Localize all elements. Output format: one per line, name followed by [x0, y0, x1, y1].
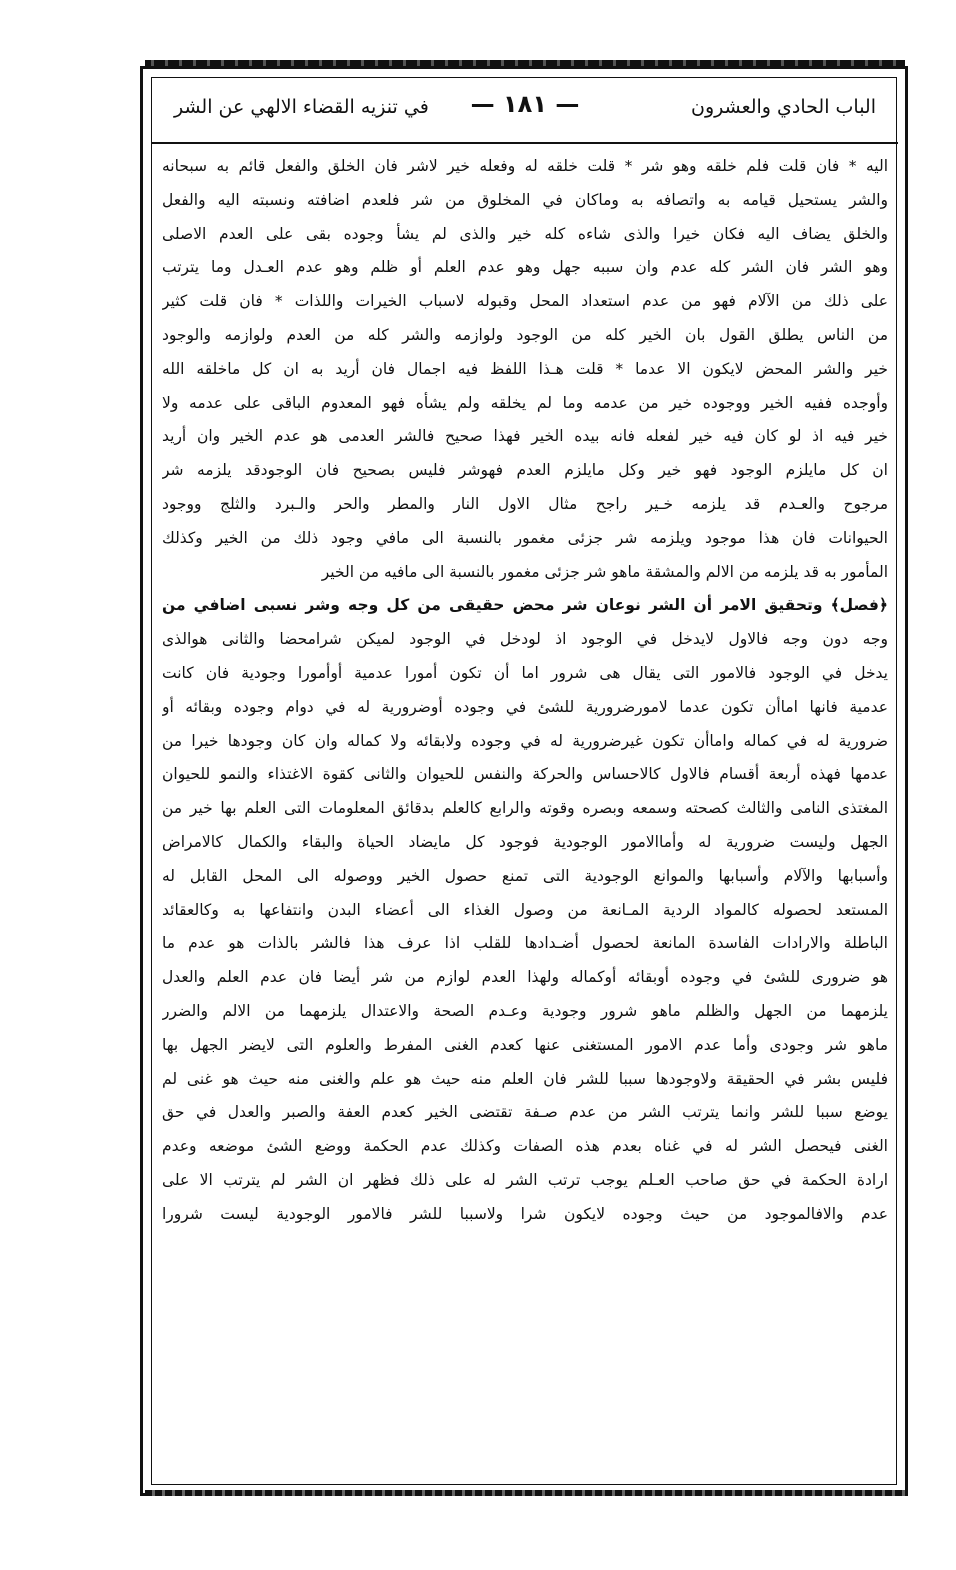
text-line: المأمور به قد يلزمه من الالم والمشقة ماهو شر جزئى مغمور بالنسبة الى مافيه من الخير [321, 562, 888, 581]
text-line: وجه دون وجه فالاول لايدخل في الوجود اذ لودخل في الوجود لميكن شرامحضا والثانى هوالذى [162, 630, 888, 649]
text-line: من الناس يطلق القول بان الخير كله من الوجود ولوازمه والشر كله من العدم ولوازمه والوجود [162, 325, 888, 344]
text-line: الباطلة والارادات الفاسدة المانعة لحصول أضـدادها للقلب اذا عرف هذا فالشر بالذات هو عدم ما [162, 934, 888, 953]
text-line: على ذلك من الآلام فهو من عدم استعداد المحل وقبوله لاسباب الخيرات واللذات * فان قلت كثير [162, 292, 888, 311]
header-divider [152, 142, 898, 144]
text-line: خير فيه اذ لو كان فيه خير لفعله فانه بيده الخير فهذا صحيح فالشر العدمى هو عدم الخير وان أريد [162, 427, 888, 446]
text-line: الجهل وليست ضرورية له وأماالامور الوجودية فوجود كل مايضاد الحياة والبقاء والكمال كالامراض [162, 832, 888, 851]
text-line: فليس بشر في الحقيقة ولاوجودها سببا للشر فان العلم منه حيث هو علم والغنى منه حيث هو غنى لم [162, 1069, 888, 1088]
text-line: يدخل في الوجود فالامور التى يقال هى شرور اما أن تكون أمورا عدمية أوأمورا وجودية فان كانت [162, 663, 888, 682]
text-line: ان كل مايلزم الوجود فهو خير وكل مايلزم العدم فهوشر فليس بصحيح فان الوجودقد يلزمه شر [162, 461, 888, 480]
text-line: المستعد لحصوله كالمواد الردية المـانعة من وصول الغذاء الى أعضاء البدن وانتفاعها به وكالعقائد [162, 900, 888, 919]
text-line: مرجوح والعـدم قد يلزمه خـير راجح مثال الاول النار والمطر والحر والـبرد والثلج ووجود [162, 494, 888, 513]
text-line: وأوجده ففيه الخير ووجوده خير من عدمه وما لم يخلقه ولم يشأه فهو المعدوم الباقى على عدمه ولا [162, 393, 888, 412]
page-header [160, 88, 890, 132]
text-line: يوضع سببا للشر وانما يترتب الشر من عدم صـفة تقتضى الخير كعدم العفة والصبر والعدل في حق [162, 1103, 888, 1122]
section-title: في تنزيه القضاء الالهي عن الشر [174, 96, 429, 118]
text-line: عدمية فانها اماأن تكون عدما لامورضرورية للشئ في وجوده أوضرورية له في دوام وجوده وبقائه أو [162, 697, 888, 716]
body-text [162, 150, 888, 1232]
bottom-decorative-border [145, 1490, 905, 1496]
text-line: ضرورية له في كماله واماأن تكون غيرضرورية له في وجوده ولابقائه ولا كماله وان كان وجودها خيرا من [162, 731, 888, 750]
text-line: وأسبابها والآلام وأسبابها والموانع الوجودية التى تمنع حصول الخير ووصوله الى المحل القابل له [162, 866, 888, 885]
text-line: الحيوانات فان هذا موجود ويلزمه شر جزئى مغمور بالنسبة الى مافي وجود ذلك من الخير وكذلك [162, 528, 888, 547]
text-line: المغتذى النامى والثالث كصحته وسمعه وبصره وقوته والرابع كالعلم بدقائق المعلومات التى العلم بها خير من [162, 799, 888, 818]
text-line: يلزمهما من الجهل والظلم ماهو شرور وجودية وعـدم الصحة والاعتدال يلزمهما من الالم والضرر [162, 1001, 888, 1020]
chapter-title: الباب الحادي والعشرون [691, 96, 876, 118]
section-heading-line: ﴿فصل﴾ وتحقيق الامر أن الشر نوعان شر محض حقيقى من كل وجه وشر نسبى اضافي من [162, 596, 888, 615]
text-line: الغنى فيحصل الشر له في غناه بعدم هذه الصفات وكذلك عدم الحكمة ووضع الشئ موضعه وعدم [162, 1137, 888, 1156]
text-line: عدمها فهذه أربعة أقسام فالاول كالاحساس والحركة والنفس للحيوان والثانى كقوة الاغتذاء والنمو للحيوان [162, 765, 888, 784]
page-number: — ١٨١ — [470, 90, 580, 118]
text-line: ارادة الحكمة في حق صاحب العـلم يوجب ترتب الشر له على ذلك فظهر ان الشر لم يترتب الا على [162, 1170, 888, 1189]
text-line: خير والشر المحض لايكون الا عدما * قلت هـذا اللفظ فيه اجمال فان أريد به ان كل ماخلقه الله [162, 359, 888, 378]
text-line: ماهو شر وجودى وأما عدم الامور المستغنى عنها كعدم الغنى المفرط والعلوم التى لايضر الجهل بها [162, 1035, 888, 1054]
text-line: اليه * فان قلت فلم خلقه وهو شر * قلت خلقه له وفعله خير لاشر فان الخلق والفعل قائم به سبحانه [162, 157, 888, 175]
text-line: والخلق يضاف اليه فكان خيرا والذى شاءه كله خير والذى لم يشأ وجوده بقى على العدم الاصلى [162, 224, 888, 243]
text-line: هو ضرورى للشئ في وجوده أوبقائه أوكماله ولهذا العدم لوازم من شر أيضا فان عدم العلم والعدل [162, 968, 888, 987]
text-line: والشر يستحيل قيامه به واتصافه به وماكان في المخلوق من شر فلعدم اضافته ونسبته اليه والفعل [162, 190, 888, 209]
text-line: عدم والافالموجود من حيث وجوده لايكون شرا ولاسببا للشر فالامور الوجودية ليست شرورا [162, 1204, 888, 1223]
text-line: وهو الشر فان الشر كله عدم وان سببه جهل وهو عدم العلم أو ظلم وهو عدم العـدل وما يترتب [162, 258, 888, 277]
